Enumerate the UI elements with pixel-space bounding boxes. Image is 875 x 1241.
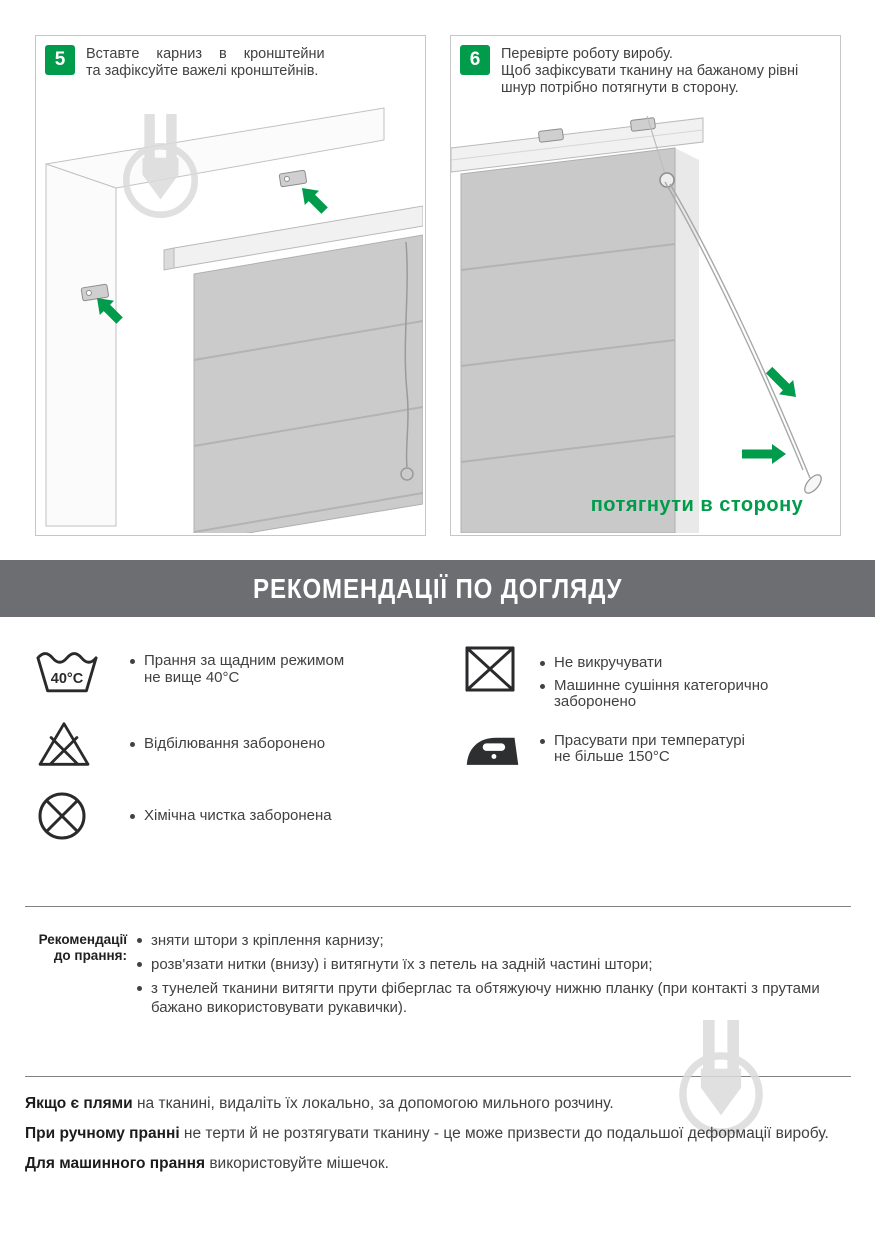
no-bleach-icon bbox=[36, 720, 130, 768]
list-item: з тунелей тканини витягти прути фіберглас та обтяжуючу нижню планку (при контакті з прутами бажано використовувати рукавички). bbox=[137, 979, 855, 1017]
note-hand-wash: При ручному пранні не терти й не розтягувати тканину - це може призвести до подальшої деформації виробу. bbox=[25, 1125, 829, 1142]
step-6-panel bbox=[450, 35, 841, 536]
watermark-logo bbox=[113, 114, 208, 228]
bottom-notes bbox=[25, 1094, 851, 1184]
step-5-text: Вставте карниз в кронштейни та зафіксуйте важелі кронштейнів. bbox=[86, 46, 325, 79]
care-item-no-dry-clean: Хімічна чистка заборонена bbox=[36, 790, 332, 842]
step-6-header bbox=[460, 45, 798, 97]
washing-recommendations-list bbox=[137, 931, 855, 1022]
care-item-wash: 40°C Прання за щадним режимом не вище 40°С bbox=[36, 646, 344, 693]
list-item: розв'язати нитки (внизу) і витягнути їх з петель на задній частині штори; bbox=[137, 955, 855, 974]
rail-clip bbox=[538, 129, 563, 143]
note-machine-wash: Для машинного прання використовуйте мішечок. bbox=[25, 1155, 389, 1172]
care-item-no-tumble-dry: Не викручувати Машинне сушіння категорично заборонено bbox=[464, 645, 768, 711]
bullet-dot bbox=[137, 986, 142, 991]
list-item: зняти штори з кріплення карнизу; bbox=[137, 931, 855, 950]
bracket-top bbox=[279, 170, 307, 187]
step-5-header bbox=[45, 45, 325, 80]
green-arrow-icon bbox=[742, 444, 786, 464]
note-stains: Якщо є плями на тканині, видаліть їх локально, за допомогою мильного розчину. bbox=[25, 1095, 614, 1112]
step-6-badge: 6 bbox=[460, 45, 490, 75]
divider bbox=[25, 906, 851, 907]
bullet-dot bbox=[137, 938, 142, 943]
care-item-iron: Прасувати при температурі не більше 150°С bbox=[464, 729, 745, 769]
pull-aside-callout: потягнути в сторону bbox=[590, 494, 804, 516]
green-arrow-icon bbox=[302, 188, 328, 214]
step-6-illustration bbox=[451, 102, 838, 533]
step-5-badge: 5 bbox=[45, 45, 75, 75]
bullet-dot bbox=[130, 742, 135, 747]
step-5-panel bbox=[35, 35, 426, 536]
care-banner bbox=[0, 560, 875, 617]
step-6-text: Перевірте роботу виробу. Щоб зафіксувати тканину на бажаному рівні шнур потрібно потягнути в сторону. bbox=[501, 46, 799, 96]
no-dry-clean-icon bbox=[36, 790, 130, 842]
washing-recommendations-label: Рекомендації до прання: bbox=[38, 932, 127, 963]
wash-temp-label: 40°C bbox=[50, 671, 84, 688]
iron-icon bbox=[464, 729, 540, 769]
bullet-dot bbox=[137, 962, 142, 967]
bullet-dot bbox=[130, 659, 135, 664]
no-tumble-dry-icon bbox=[464, 645, 540, 693]
bullet-dot bbox=[130, 814, 135, 819]
care-banner-title: РЕКОМЕНДАЦІЇ ПО ДОГЛЯДУ bbox=[252, 572, 623, 604]
wash-40-icon bbox=[36, 646, 130, 693]
bullet-dot bbox=[540, 684, 545, 689]
bullet-dot bbox=[540, 661, 545, 666]
care-item-no-bleach: Відбілювання заборонено bbox=[36, 720, 325, 768]
step-5-illustration bbox=[36, 102, 423, 533]
bullet-dot bbox=[540, 739, 545, 744]
cord-tassel bbox=[802, 472, 825, 496]
